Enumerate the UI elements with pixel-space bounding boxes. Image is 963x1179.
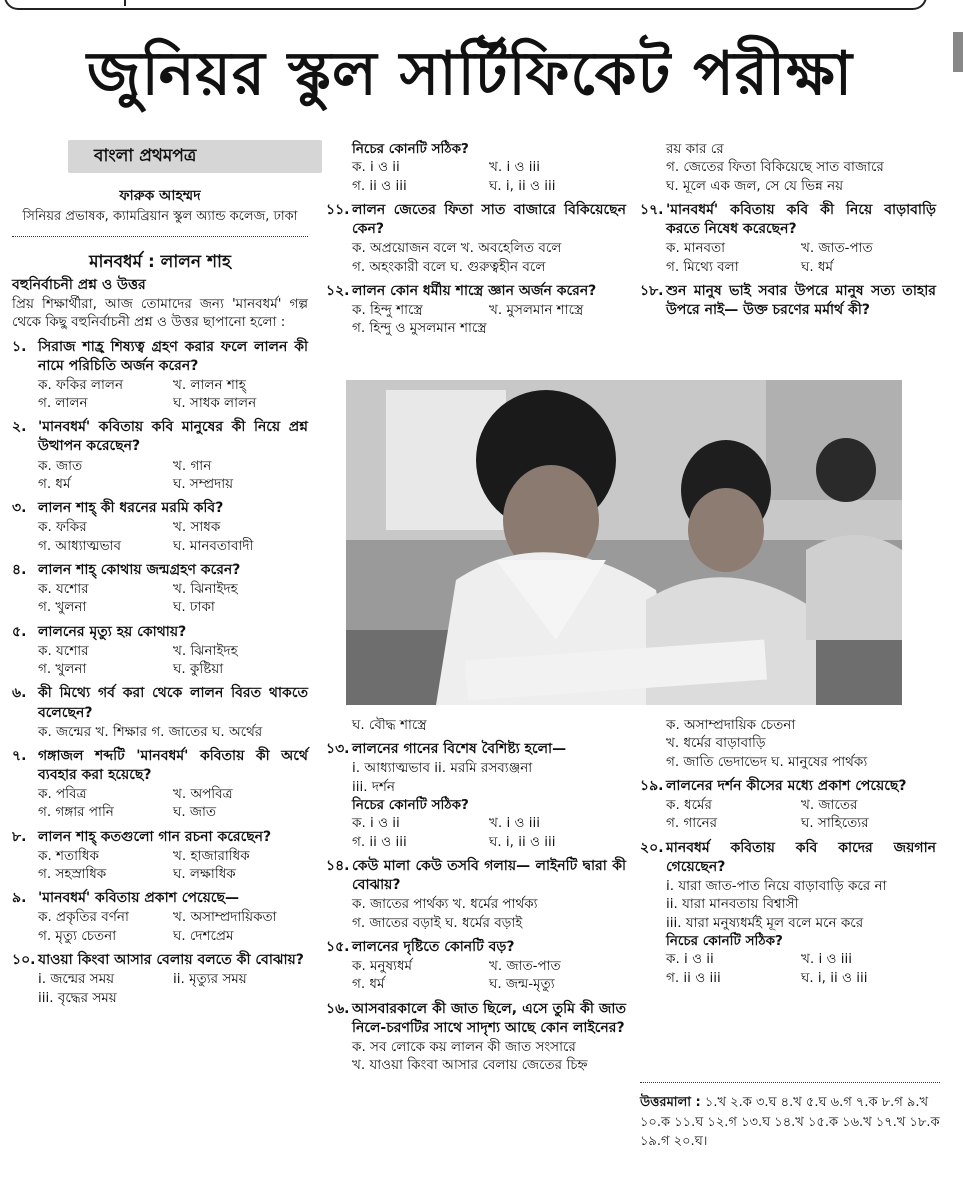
question-text: যাওয়া কিংবা আসার বেলায় বলতে কী বোঝায়?	[38, 952, 304, 969]
statement: i. জন্মের সময়	[38, 971, 115, 988]
statement: ii. যারা মানবতায় বিশ্বাসী	[666, 896, 799, 913]
option: ক. হিন্দু শাস্ত্রে	[352, 301, 423, 318]
question	[12, 889, 308, 908]
question-number: ১৪.	[326, 858, 350, 875]
option: গ. ii ও iii	[352, 177, 407, 194]
option-line: গ. জাতি ভেদাভেদ ঘ. মানুষের পার্থক্য	[666, 753, 868, 770]
option: গ. গানের	[666, 815, 718, 832]
question-text: 'মানবধর্ম' কবিতায় কবি মানুষের কী নিয়ে প্রশ্ন উত্থাপন করেছেন?	[38, 419, 308, 455]
option-row	[326, 975, 626, 993]
option: ক. অসাম্প্রদায়িক চেতনা	[666, 717, 796, 733]
option: ঘ. মূলে এক জল, সে যে ভিন্ন নয়	[666, 177, 844, 194]
question	[326, 1000, 626, 1038]
question-number: ৮.	[12, 828, 27, 845]
question	[12, 828, 308, 847]
option-row	[640, 796, 936, 814]
question-text: কেউ মালা কেউ তসবি গলায়— লাইনটি দ্বারা কী বোঝায়?	[352, 858, 626, 894]
option: ক. ফকির লালন	[38, 376, 124, 393]
option: ঘ. সম্প্রদায়	[173, 475, 234, 492]
question-number: ২.	[12, 419, 27, 436]
statement: i. যারা জাত-পাত নিয়ে বাড়াবাড়ি করে না	[666, 877, 887, 894]
question-number: ৪.	[12, 561, 27, 578]
question-number: ১৯.	[640, 778, 664, 795]
question-text: শুন মানুষ ভাই সবার উপরে মানুষ সত্য তাহার উপরে নাই— উক্ত চরণের মর্মার্থ কী?	[666, 282, 936, 318]
question-text: লালন শাহ্ কতগুলো গান রচনা করেছেন?	[38, 828, 272, 845]
question-number: ৩.	[12, 500, 27, 517]
option: ঘ. লক্ষাধিক	[173, 866, 236, 883]
option-row	[12, 598, 308, 616]
option-row	[12, 537, 308, 555]
option: ঘ. i, ii ও iii	[801, 969, 868, 986]
intro-text: প্রিয় শিক্ষার্থীরা, আজ তোমাদের জন্য 'মানবধর্ম' গল্প থেকে কিছু বহুনির্বাচনী প্রশ্ন ও উত্তর ছাপানো হলো :	[12, 295, 308, 331]
option-row	[12, 927, 308, 945]
question-number: ৫.	[12, 623, 27, 640]
column-3-lower	[640, 716, 936, 987]
option: খ. ঝিনাইদহ	[173, 642, 238, 659]
author-name: ফারুক আহম্মদ	[119, 188, 201, 205]
option-row	[12, 580, 308, 598]
option: ঘ. মানবতাবাদী	[173, 537, 254, 554]
option-continued: রয় কার রে	[666, 141, 724, 157]
question	[640, 282, 936, 320]
option-row	[326, 957, 626, 975]
option-row	[12, 376, 308, 394]
question-number: ১৬.	[326, 1000, 350, 1017]
question-text: লালনের মৃত্যু হয় কোথায়?	[38, 623, 187, 640]
question-text: লালনের দর্শন কীসের মধ্যে প্রকাশ পেয়েছে?	[666, 778, 907, 795]
section-heading: বহুনির্বাচনী প্রশ্ন ও উত্তর	[12, 276, 146, 293]
option-row	[12, 518, 308, 536]
question-text: আসবারকালে কী জাত ছিলে, এসে তুমি কী জাত নিলে-চরণটির সাথে সাদৃশ্য আছে কোন লাইনের?	[352, 1000, 626, 1036]
option: খ. সাধক	[173, 519, 221, 536]
question-text: লালন শাহ্ কী ধরনের মরমি কবি?	[38, 500, 224, 517]
question	[12, 418, 308, 456]
option: ক. মানবতা	[666, 240, 726, 257]
option-line: ক. জন্মের খ. শিক্ষার গ. জাতের ঘ. অর্থের	[38, 723, 263, 740]
statement: i. আধ্যাত্মভাব ii. মরমি রসব্যঞ্জনা	[352, 760, 533, 777]
question-number: ১৩.	[326, 741, 350, 758]
option: খ. i ও iii	[489, 159, 540, 176]
option: ক. ধর্মের	[666, 797, 712, 814]
question	[640, 201, 936, 239]
option-line: ক. অপ্রয়োজন বলে খ. অবহেলিত বলে	[352, 240, 562, 257]
option: খ. i ও iii	[801, 951, 852, 968]
option: গ. ধর্ম	[352, 976, 385, 993]
option: খ. জাত-পাত	[801, 240, 873, 257]
question-number: ১৭.	[640, 202, 664, 219]
answer-key	[640, 1082, 940, 1152]
option: ঘ. ধর্ম	[801, 258, 833, 275]
answer-key-text: ১.খ ২.ক ৩.ঘ ৪.খ ৫.ঘ ৬.গ ৭.ক ৮.গ ৯.খ ১০.ক ১১.ঘ ১২.গ ১৩.ঘ ১৪.খ ১৫.ক ১৬.খ ১৭.খ ১৮.ক ১৯.গ ২০.ঘ।	[640, 1095, 940, 1149]
subject-label: বাংলা প্রথমপত্র	[68, 140, 322, 173]
option: গ. গঙ্গার পানি	[38, 804, 114, 821]
option-row	[640, 969, 936, 987]
question	[12, 951, 308, 970]
option: ঘ. i, ii ও iii	[489, 833, 556, 850]
option: গ. ii ও iii	[352, 833, 407, 850]
option: খ. i ও iii	[489, 815, 540, 832]
option: গ. খুলনা	[38, 661, 87, 678]
option-row	[640, 239, 936, 257]
students-writing-exam-image	[346, 380, 902, 705]
question-number: ৬.	[12, 685, 27, 702]
question-text: কী মিথ্যে গর্ব করা থেকে লালন বিরত থাকতে বলেছেন?	[38, 685, 308, 721]
which-correct: নিচের কোনটি সঠিক?	[666, 932, 783, 949]
option: খ. ঝিনাইদহ	[173, 581, 238, 598]
statement: iii. বৃদ্ধের সময়	[38, 989, 117, 1006]
option: গ. লালন	[38, 395, 88, 412]
which-correct: নিচের কোনটি সঠিক?	[352, 797, 469, 814]
option-row	[12, 475, 308, 493]
option: ঘ. জাত	[173, 804, 217, 821]
option-row	[12, 642, 308, 660]
option: গ. হিন্দু ও মুসলমান শাস্ত্রে	[352, 320, 487, 337]
option-row	[12, 660, 308, 678]
option: ক. i ও ii	[666, 951, 714, 968]
question-text: লালন জেতের ফিতা সাত বাজারে বিকিয়েছেন কেন?	[352, 202, 626, 238]
question-text: লালন শাহ্ কোথায় জন্মগ্রহণ করেন?	[38, 561, 241, 578]
option: খ. অসাম্প্রদায়িকতা	[173, 909, 277, 926]
option: গ. খুলনা	[38, 599, 87, 616]
option: ঘ. বৌদ্ধ শাস্ত্রে	[352, 717, 427, 733]
option: গ. সহস্রাধিক	[38, 866, 107, 883]
option-row	[640, 950, 936, 968]
question-number: ১১.	[326, 202, 350, 219]
option: খ. জাত-পাত	[489, 958, 561, 974]
column-2	[326, 140, 626, 338]
option-line: গ. অহংকারী বলে ঘ. গুরুত্বহীন বলে	[352, 258, 546, 275]
question-text: 'মানবধর্ম' কবিতায় কবি কী নিয়ে বাড়াবাড়ি করতে নিষেধ করেছেন?	[666, 202, 936, 238]
option: ঘ. সাধক লালন	[173, 395, 257, 412]
question	[640, 777, 936, 796]
option-row	[326, 814, 626, 832]
option: গ. আধ্যাত্মভাব	[38, 537, 122, 554]
option: গ. ধর্ম	[38, 475, 71, 492]
option: ঘ. দেশপ্রেম	[173, 927, 234, 944]
question-text: লালনের দৃষ্টিতে কোনটি বড়?	[352, 938, 515, 955]
option: গ. মৃত্যু চেতনা	[38, 927, 117, 944]
question	[326, 857, 626, 895]
question-text: লালনের গানের বিশেষ বৈশিষ্ট্য হলো—	[352, 741, 567, 758]
option-row	[326, 833, 626, 851]
question	[12, 623, 308, 642]
which-correct: নিচের কোনটি সঠিক?	[352, 141, 469, 157]
question-number: ১২.	[326, 282, 350, 299]
option: ক. যশোর	[38, 642, 89, 659]
option-row	[326, 158, 626, 176]
answer-key-label: উত্তরমালা :	[640, 1095, 701, 1110]
option: খ. মুসলমান শাস্ত্রে	[489, 301, 584, 318]
exam-photo	[346, 380, 902, 705]
option: খ. গান	[173, 457, 212, 474]
option-row	[640, 258, 936, 276]
question-number: ২০.	[640, 839, 664, 856]
option: খ. অপবিত্র	[173, 785, 233, 802]
question-number: ১০.	[12, 952, 36, 969]
statement: iii. দর্শন	[352, 778, 395, 795]
question	[12, 499, 308, 518]
statement: iii. যারা মনুষ্যধর্মই মূল বলে মনে করে	[666, 914, 864, 931]
option: ঘ. জন্ম-মৃত্যু	[489, 976, 555, 993]
option: ক. যশোর	[38, 581, 89, 598]
top-frame	[4, 0, 927, 10]
option-row	[326, 177, 626, 195]
option: ক. মনুষ্যধর্ম	[352, 958, 413, 974]
option-row	[12, 803, 308, 821]
question	[640, 839, 936, 877]
option: গ. মিথ্যে বলা	[666, 258, 739, 275]
statement-row	[12, 970, 308, 988]
option: ক. প্রকৃতির বর্ণনা	[38, 909, 129, 926]
option: ক. শতাধিক	[38, 847, 99, 864]
divider	[12, 236, 308, 237]
question	[326, 282, 626, 301]
option-row	[12, 865, 308, 883]
option-row	[12, 394, 308, 412]
option: ক. জাত	[38, 457, 83, 474]
option: খ. ধর্মের বাড়াবাড়ি	[666, 735, 766, 752]
scrollbar[interactable]	[953, 32, 963, 72]
chapter-title: মানবধর্ম : লালন শাহ	[89, 251, 231, 272]
option: ক. i ও ii	[352, 815, 400, 832]
question	[326, 938, 626, 957]
option: খ. লালন শাহ্	[173, 376, 246, 393]
option: ক. i ও ii	[352, 159, 400, 176]
question	[12, 747, 308, 785]
question	[12, 684, 308, 722]
question-text: সিরাজ শাহ্র শিষ্যত্ব গ্রহণ করার ফলে লালন কী নামে পরিচিতি অর্জন করেন?	[38, 338, 308, 374]
option: ক. সব লোকে কয় লালন কী জাত সংসারে	[352, 1038, 576, 1055]
option: ঘ. i, ii ও iii	[489, 177, 556, 194]
option: ঘ. ঢাকা	[173, 599, 215, 616]
page-title: জুনিয়র স্কুল সার্টিফিকেট পরীক্ষা	[86, 39, 854, 109]
question	[12, 338, 308, 376]
column-3	[640, 140, 936, 320]
option: ঘ. কুষ্টিয়া	[173, 661, 224, 678]
question-text: মানবধর্ম কবিতায় কবি কাদের জয়গান গেয়েছেন?	[666, 839, 936, 875]
question	[326, 740, 626, 759]
question-text: লালন কোন ধর্মীয় শাস্ত্রে জ্ঞান অর্জন করেন?	[352, 282, 597, 299]
option-row	[12, 908, 308, 926]
option: ক. ফকির	[38, 519, 87, 536]
option-line: গ. জাতের বড়াই ঘ. ধর্মের বড়াই	[352, 914, 523, 931]
option: খ. যাওয়া কিংবা আসার বেলায় জেতের চিহ্ন	[352, 1057, 588, 1074]
option: খ. হাজারাধিক	[173, 847, 250, 864]
option-row	[12, 457, 308, 475]
option: ঘ. সাহিত্যের	[801, 815, 869, 832]
question-number: ৯.	[12, 890, 27, 907]
question-text: 'মানবধর্ম' কবিতায় প্রকাশ পেয়েছে—	[38, 890, 239, 907]
column-1	[12, 140, 308, 1007]
question-number: ১৮.	[640, 282, 664, 299]
option: গ. জেতের ফিতা বিকিয়েছে সাত বাজারে	[666, 159, 884, 176]
column-2-lower	[326, 716, 626, 1075]
option-line: ক. জাতের পার্থক্য খ. ধর্মের পার্থক্য	[352, 896, 538, 913]
option-row	[326, 301, 626, 319]
question-text: গঙ্গাজল শব্দটি 'মানবধর্ম' কবিতায় কী অর্থে ব্যবহার করা হয়েছে?	[38, 747, 308, 783]
question-number: ৭.	[12, 747, 27, 764]
question	[12, 561, 308, 580]
option-row	[12, 785, 308, 803]
author-designation: সিনিয়র প্রভাষক, ক্যামব্রিয়ান স্কুল অ্যান্ড কলেজ, ঢাকা	[22, 209, 298, 225]
option-row	[12, 847, 308, 865]
option: গ. ii ও iii	[666, 969, 721, 986]
question-number: ১৫.	[326, 938, 350, 955]
question-number: ১.	[12, 338, 27, 355]
option-row	[640, 814, 936, 832]
option: ক. পবিত্র	[38, 785, 87, 802]
question	[326, 201, 626, 239]
statement: ii. মৃত্যুর সময়	[173, 971, 247, 988]
option: খ. জাতের	[801, 797, 858, 814]
